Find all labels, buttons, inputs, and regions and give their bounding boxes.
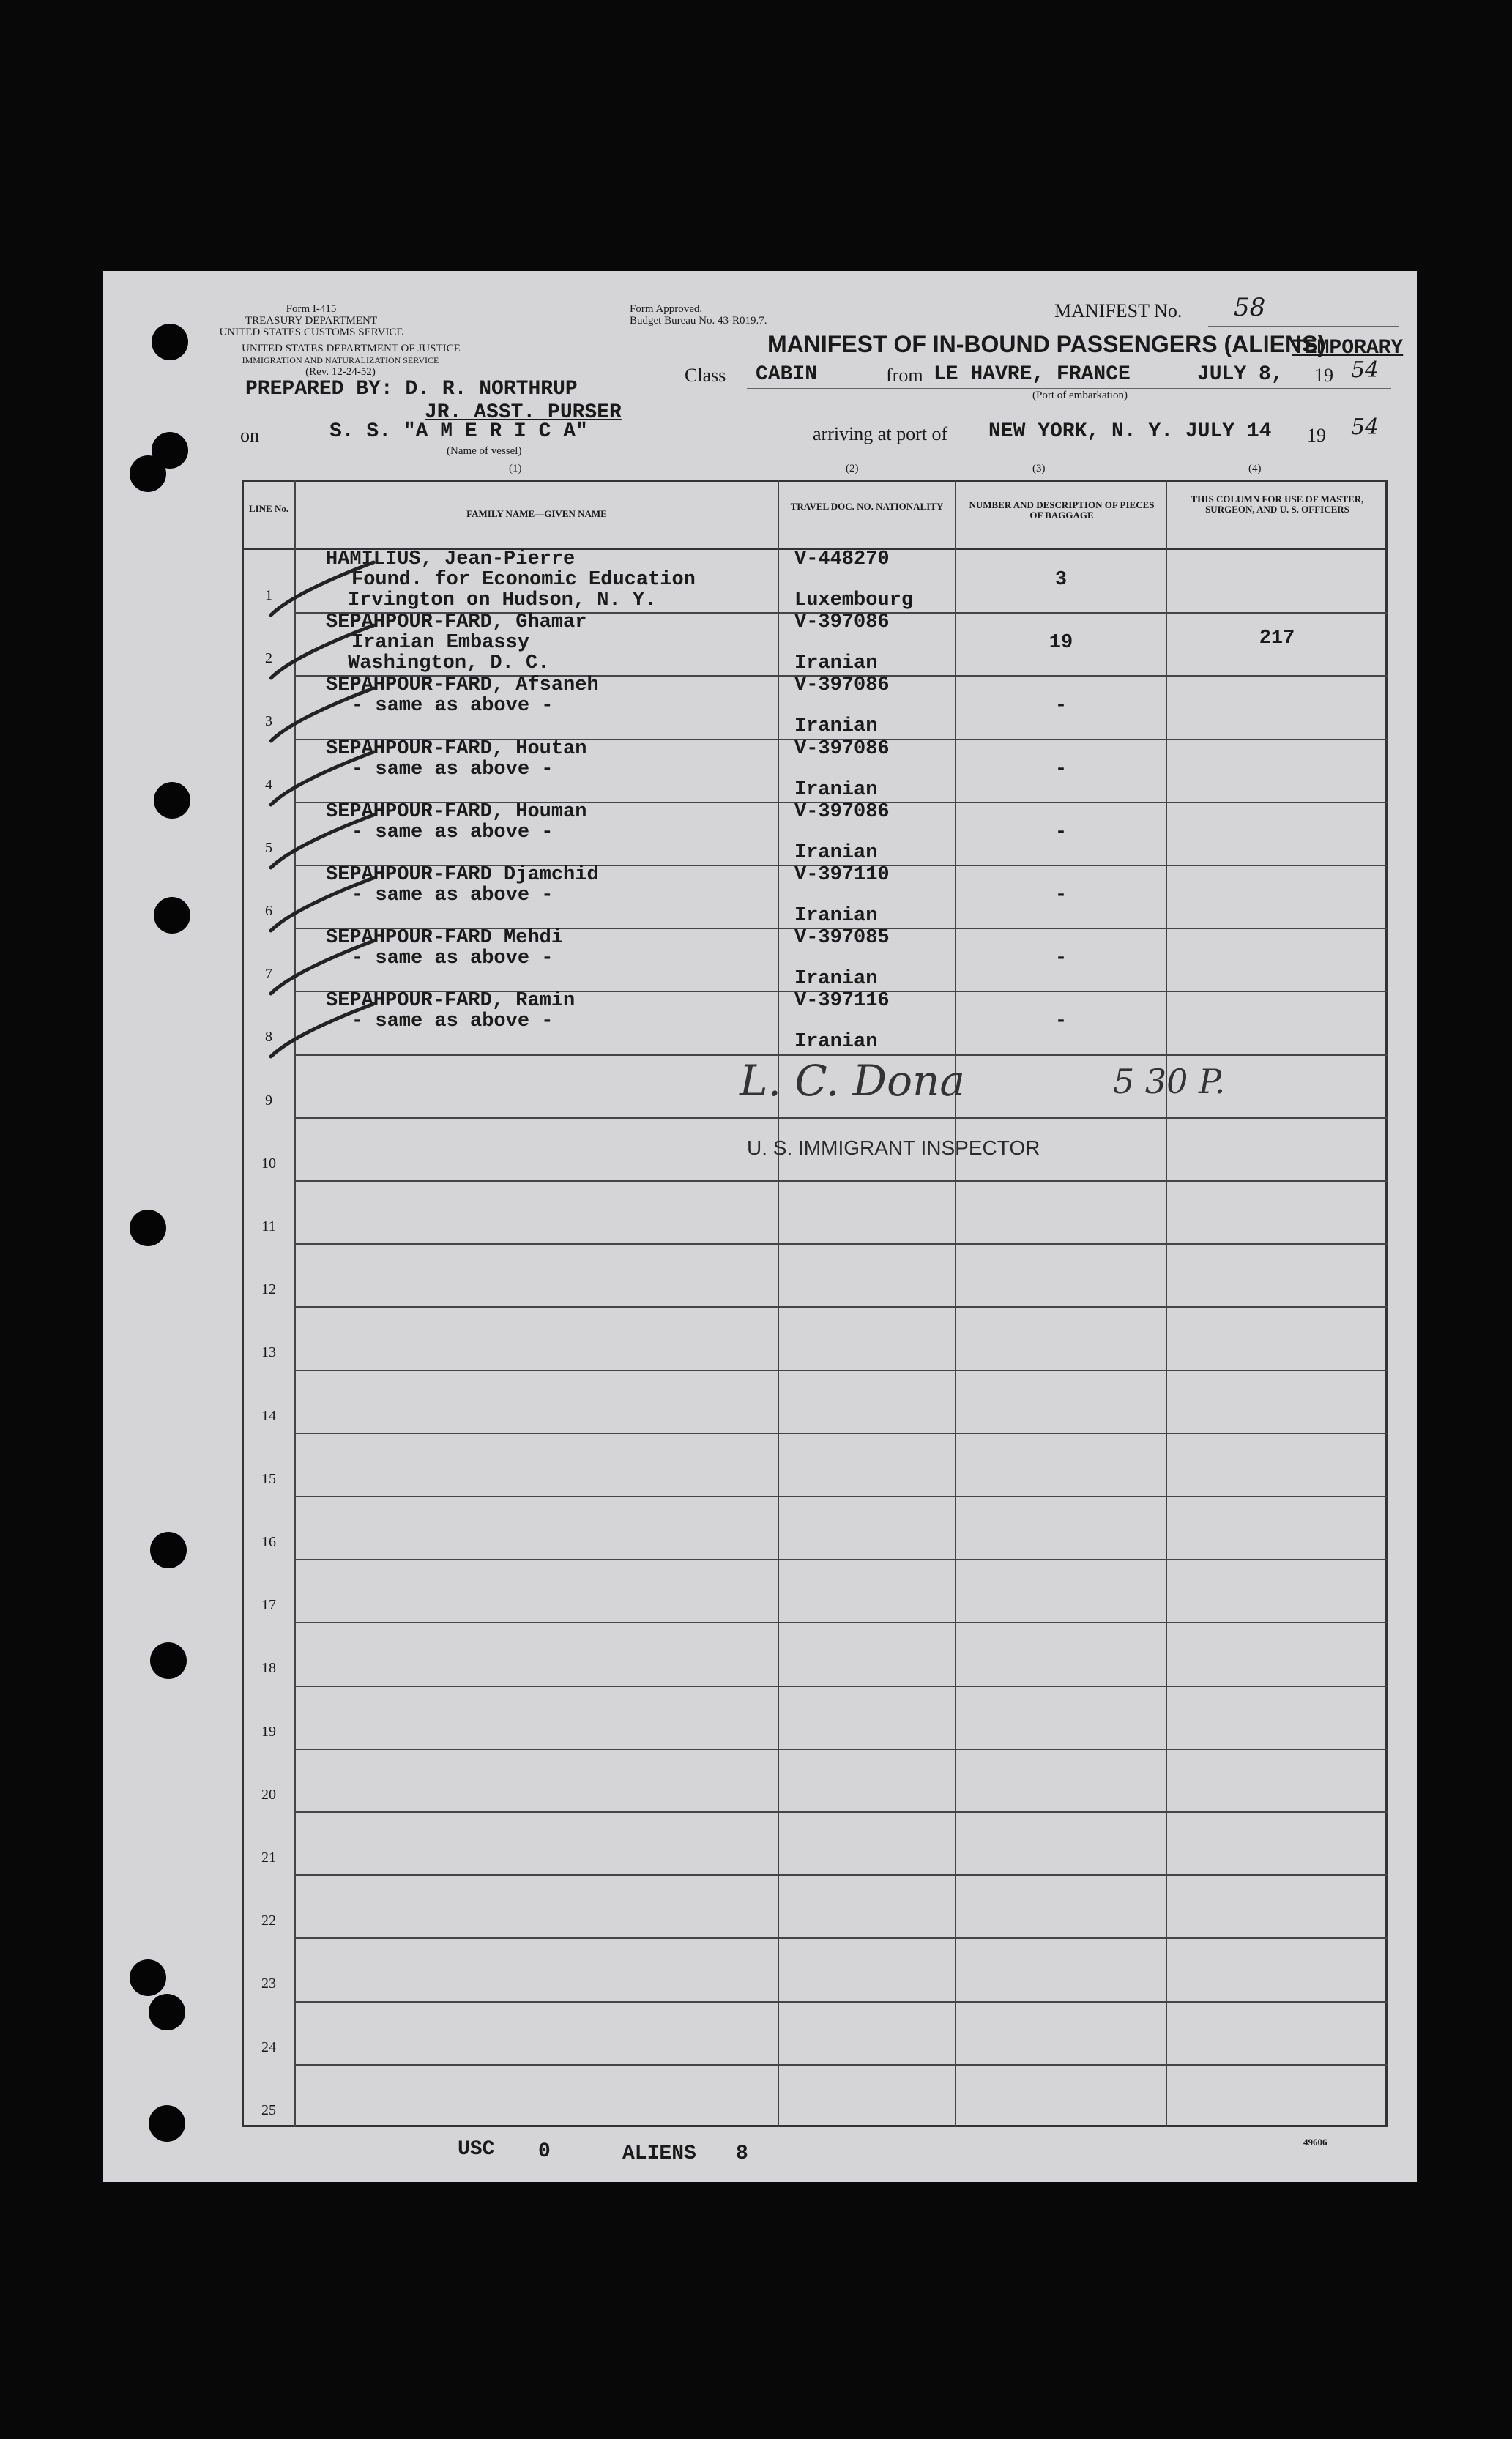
manifest-title: MANIFEST OF IN-BOUND PASSENGERS (ALIENS) — [767, 331, 1326, 357]
line-number: 23 — [261, 1976, 276, 1992]
travel-doc-number: V-397116 — [794, 990, 890, 1013]
temporary-mark: TEMPORARY — [1292, 337, 1404, 360]
col-num-2: (2) — [846, 463, 859, 474]
punch-hole — [130, 1210, 166, 1246]
travel-doc-number: V-397086 — [794, 800, 890, 823]
travel-doc-number: V-448270 — [794, 548, 890, 570]
row-rule — [294, 1496, 1388, 1497]
col-num-4: (4) — [1248, 463, 1262, 474]
passenger-detail: - same as above - — [351, 885, 554, 906]
passenger-address: Irvington on Hudson, N. Y. — [348, 589, 657, 611]
line-number: 1 — [265, 587, 272, 603]
baggage-count: - — [1054, 885, 1068, 906]
form-number: Form I-415 — [286, 303, 337, 315]
line-number: 9 — [265, 1092, 272, 1109]
punch-hole — [149, 1994, 185, 2030]
col-header-officers: THIS COLUMN FOR USE OF MASTER, SURGEON, AND U. S. OFFICERS — [1191, 494, 1364, 515]
justice-dept-block — [242, 343, 461, 378]
row-rule — [294, 1559, 1388, 1560]
col-header-name: FAMILY NAME—GIVEN NAME — [466, 508, 607, 519]
punch-hole — [149, 2105, 185, 2142]
col-divider-3 — [955, 480, 956, 2127]
travel-doc-number: V-397086 — [794, 611, 890, 634]
passenger-detail: Iranian Embassy — [351, 632, 530, 655]
check-mark-icon — [264, 998, 395, 1064]
col-num-3: (3) — [1032, 463, 1046, 474]
baggage-count: - — [1054, 695, 1068, 718]
row-rule — [294, 1686, 1388, 1687]
punch-hole — [150, 1642, 187, 1679]
passenger-name: SEPAHPOUR-FARD Djamchid — [326, 864, 599, 886]
punch-hole — [130, 455, 166, 492]
officer-note: 217 — [1259, 628, 1295, 650]
nationality: Iranian — [794, 715, 878, 738]
class-underline — [747, 388, 1391, 389]
nationality: Iranian — [794, 841, 878, 864]
line-number: 3 — [265, 713, 272, 730]
budget-bureau: Budget Bureau No. 43-R019.7. — [630, 315, 767, 327]
inspection-time: 5 30 P. — [1113, 1062, 1226, 1101]
nationality: Iranian — [794, 905, 878, 927]
baggage-count: 3 — [1054, 569, 1068, 591]
line-number: 12 — [261, 1281, 276, 1298]
line-number: 10 — [261, 1155, 276, 1172]
prepared-by: PREPARED BY: D. R. NORTHRUP — [245, 378, 578, 401]
punch-hole — [154, 897, 190, 934]
row-rule — [294, 1433, 1388, 1434]
line-number: 5 — [265, 839, 272, 856]
row-rule — [294, 1937, 1388, 1939]
on-label: on — [240, 425, 259, 446]
line-number: 24 — [261, 2038, 276, 2055]
row-rule — [294, 2064, 1388, 2066]
passenger-detail: - same as above - — [351, 695, 554, 718]
row-rule — [294, 1811, 1388, 1813]
col-header-travel: TRAVEL DOC. NO. NATIONALITY — [790, 501, 944, 512]
passenger-detail: - same as above - — [351, 947, 554, 970]
baggage-count: 19 — [1049, 632, 1073, 655]
line-number: 15 — [261, 1470, 276, 1487]
line-number: 20 — [261, 1786, 276, 1803]
manifest-sheet — [103, 271, 1417, 2182]
nationality: Luxembourg — [794, 589, 914, 611]
punch-hole — [150, 1532, 187, 1568]
col-num-1: (1) — [509, 463, 522, 474]
passenger-name: SEPAHPOUR-FARD, Ramin — [326, 990, 576, 1013]
line-number: 25 — [261, 2101, 276, 2118]
manifest-no-underline — [1208, 326, 1399, 327]
punch-hole — [154, 782, 190, 819]
col-divider-2 — [778, 480, 779, 2127]
line-number: 16 — [261, 1534, 276, 1550]
passenger-detail: - same as above - — [351, 1010, 554, 1033]
manifest-no-value: 58 — [1234, 293, 1266, 322]
passenger-name: SEPAHPOUR-FARD, Houtan — [326, 737, 587, 760]
row-rule — [294, 1370, 1388, 1371]
passenger-name: SEPAHPOUR-FARD, Afsaneh — [326, 674, 599, 697]
usc-value: 0 — [538, 2140, 551, 2163]
travel-doc-number: V-397085 — [794, 927, 890, 950]
arrival-port: NEW YORK, N. Y. JULY 14 — [988, 420, 1272, 443]
port-caption: (Port of embarkation) — [1032, 390, 1128, 401]
line-number: 8 — [265, 1029, 272, 1046]
line-number: 19 — [261, 1723, 276, 1740]
row-rule — [294, 1874, 1388, 1876]
class-value: CABIN — [756, 363, 818, 386]
form-code: 49606 — [1303, 2137, 1327, 2148]
arrival-year: 54 — [1351, 414, 1379, 440]
form-dept-block — [212, 303, 410, 338]
passenger-detail: - same as above - — [351, 758, 554, 781]
nationality: Iranian — [794, 1031, 878, 1054]
line-number: 11 — [261, 1218, 276, 1235]
nationality: Iranian — [794, 968, 878, 991]
row-rule — [294, 2001, 1388, 2003]
passenger-name: SEPAHPOUR-FARD Mehdi — [326, 927, 564, 950]
line-number: 7 — [265, 966, 272, 983]
line-number: 22 — [261, 1913, 276, 1929]
year-prefix-out: 19 — [1314, 365, 1333, 386]
passenger-address: Washington, D. C. — [348, 652, 550, 675]
row-rule — [294, 1180, 1388, 1182]
port-embarkation: LE HAVRE, FRANCE — [934, 363, 1131, 386]
form-approved — [630, 303, 767, 327]
passenger-name: SEPAHPOUR-FARD, Ghamar — [326, 611, 587, 634]
vessel-caption: (Name of vessel) — [447, 445, 522, 457]
approved-line: Form Approved. — [630, 303, 703, 315]
year-prefix-in: 19 — [1307, 425, 1326, 446]
aliens-label: ALIENS — [622, 2142, 696, 2165]
ins-service: IMMIGRATION AND NATURALIZATION SERVICE — [242, 355, 439, 365]
line-number: 13 — [261, 1344, 276, 1361]
line-number: 2 — [265, 650, 272, 667]
passenger-detail: Found. for Economic Education — [351, 569, 696, 591]
line-number: 14 — [261, 1407, 276, 1424]
row-rule — [294, 1117, 1388, 1119]
passenger-name: SEPAHPOUR-FARD, Houman — [326, 800, 587, 823]
customs-service: UNITED STATES CUSTOMS SERVICE — [219, 327, 403, 338]
treasury-dept: TREASURY DEPARTMENT — [245, 315, 378, 327]
from-label: from — [886, 365, 923, 386]
row-rule — [294, 1243, 1388, 1245]
travel-doc-number: V-397086 — [794, 674, 890, 697]
manifest-no-label: MANIFEST No. — [1054, 300, 1183, 321]
prepared-title: JR. ASST. PURSER — [425, 401, 622, 424]
col-header-baggage: NUMBER AND DESCRIPTION OF PIECES OF BAGGAGE — [969, 499, 1155, 521]
class-label: Class — [685, 365, 726, 386]
punch-hole — [152, 324, 188, 360]
baggage-count: - — [1054, 947, 1068, 970]
nationality: Iranian — [794, 778, 878, 801]
revision: (Rev. 12-24-52) — [305, 366, 376, 378]
departure-year: 54 — [1351, 357, 1379, 383]
punch-hole — [130, 1959, 166, 1996]
passenger-detail: - same as above - — [351, 821, 554, 844]
inspector-stamp: U. S. IMMIGRANT INSPECTOR — [747, 1136, 1040, 1159]
travel-doc-number: V-397110 — [794, 864, 890, 886]
row-rule — [294, 1306, 1388, 1308]
vessel-name: S. S. "A M E R I C A" — [329, 420, 588, 443]
baggage-count: - — [1054, 758, 1068, 781]
justice-dept: UNITED STATES DEPARTMENT OF JUSTICE — [242, 343, 461, 354]
col-header-line: LINE No. — [248, 503, 289, 514]
arriving-label: arriving at port of — [813, 423, 948, 444]
travel-doc-number: V-397086 — [794, 737, 890, 760]
departure-date: JULY 8, — [1197, 363, 1284, 386]
inspector-signature: L. C. Dona — [740, 1056, 965, 1106]
baggage-count: - — [1054, 1010, 1068, 1033]
row-rule — [294, 1622, 1388, 1623]
line-number: 18 — [261, 1660, 276, 1677]
usc-label: USC — [458, 2138, 495, 2161]
line-number: 21 — [261, 1850, 276, 1866]
nationality: Iranian — [794, 652, 878, 675]
line-number: 4 — [265, 776, 272, 793]
baggage-count: - — [1054, 821, 1068, 844]
line-number: 6 — [265, 903, 272, 919]
passenger-name: HAMILIUS, Jean-Pierre — [326, 548, 576, 570]
aliens-value: 8 — [736, 2142, 748, 2165]
row-rule — [294, 1749, 1388, 1750]
line-number: 17 — [261, 1597, 276, 1614]
col-divider-4 — [1166, 480, 1167, 2127]
